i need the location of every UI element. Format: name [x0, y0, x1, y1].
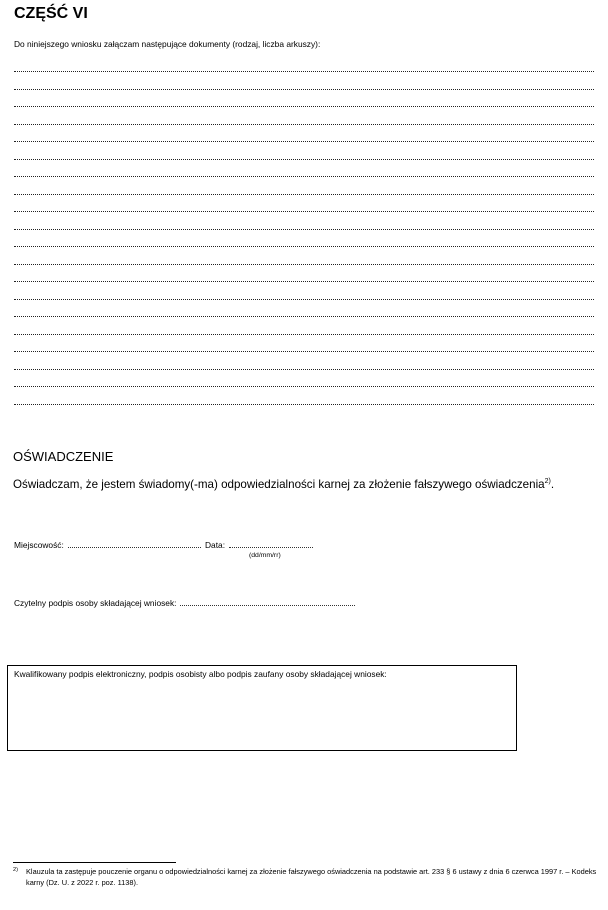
attachment-line[interactable] [14, 141, 594, 142]
declaration-statement-text: Oświadczam, że jestem świadomy(-ma) odpowiedzialności karnej za złożenie fałszywego oświadczenia [13, 478, 545, 491]
attachment-line[interactable] [14, 71, 594, 72]
footnote [13, 867, 601, 888]
place-label: Miejscowość: [14, 540, 64, 550]
attachment-line[interactable] [14, 316, 594, 317]
date-format-hint: (dd/mm/rr) [249, 552, 281, 559]
attachment-line[interactable] [14, 124, 594, 125]
declaration-statement-end: . [550, 478, 555, 491]
attachment-line[interactable] [14, 211, 594, 212]
attachment-line[interactable] [14, 386, 594, 387]
attachment-line[interactable] [14, 351, 594, 352]
declaration-statement [13, 478, 554, 491]
footnote-text: Klauzula ta zastępuje pouczenie organu o odpowiedzialności karnej za złożenie fałszywego oświadczenia na podstawie art. 233 § 6 ustawy z dnia 6 czerwca 1997 r. – Kodeks karny (Dz. U. z 2022 r. poz. 1138). [26, 867, 597, 887]
attachment-line[interactable] [14, 176, 594, 177]
attachment-line[interactable] [14, 264, 594, 265]
electronic-signature-box[interactable] [7, 665, 517, 751]
footnote-marker: 2) [13, 867, 18, 873]
date-field[interactable] [229, 547, 313, 548]
attachment-line[interactable] [14, 106, 594, 107]
footnote-reference: 2) [544, 478, 551, 486]
attachment-line[interactable] [14, 404, 594, 405]
date-label: Data: [205, 540, 226, 550]
attachment-line[interactable] [14, 334, 594, 335]
attachment-line[interactable] [14, 369, 594, 370]
attachment-line[interactable] [14, 159, 594, 160]
attachment-line[interactable] [14, 246, 594, 247]
signature-field[interactable] [180, 605, 355, 606]
declaration-heading: OŚWIADCZENIE [13, 449, 114, 464]
section-title: CZĘŚĆ VI [14, 5, 88, 22]
attachment-line[interactable] [14, 89, 594, 90]
signature-label: Czytelny podpis osoby składającej wniosek: [14, 598, 177, 608]
attachment-line[interactable] [14, 229, 594, 230]
attachment-line[interactable] [14, 194, 594, 195]
footnote-divider [13, 862, 176, 863]
attachment-line[interactable] [14, 299, 594, 300]
place-field[interactable] [68, 547, 201, 548]
electronic-signature-label: Kwalifikowany podpis elektroniczny, podpis osobisty albo podpis zaufany osoby składającej wniosek: [14, 669, 387, 679]
attachments-intro: Do niniejszego wniosku załączam następujące dokumenty (rodzaj, liczba arkuszy): [14, 39, 321, 49]
attachment-line[interactable] [14, 281, 594, 282]
